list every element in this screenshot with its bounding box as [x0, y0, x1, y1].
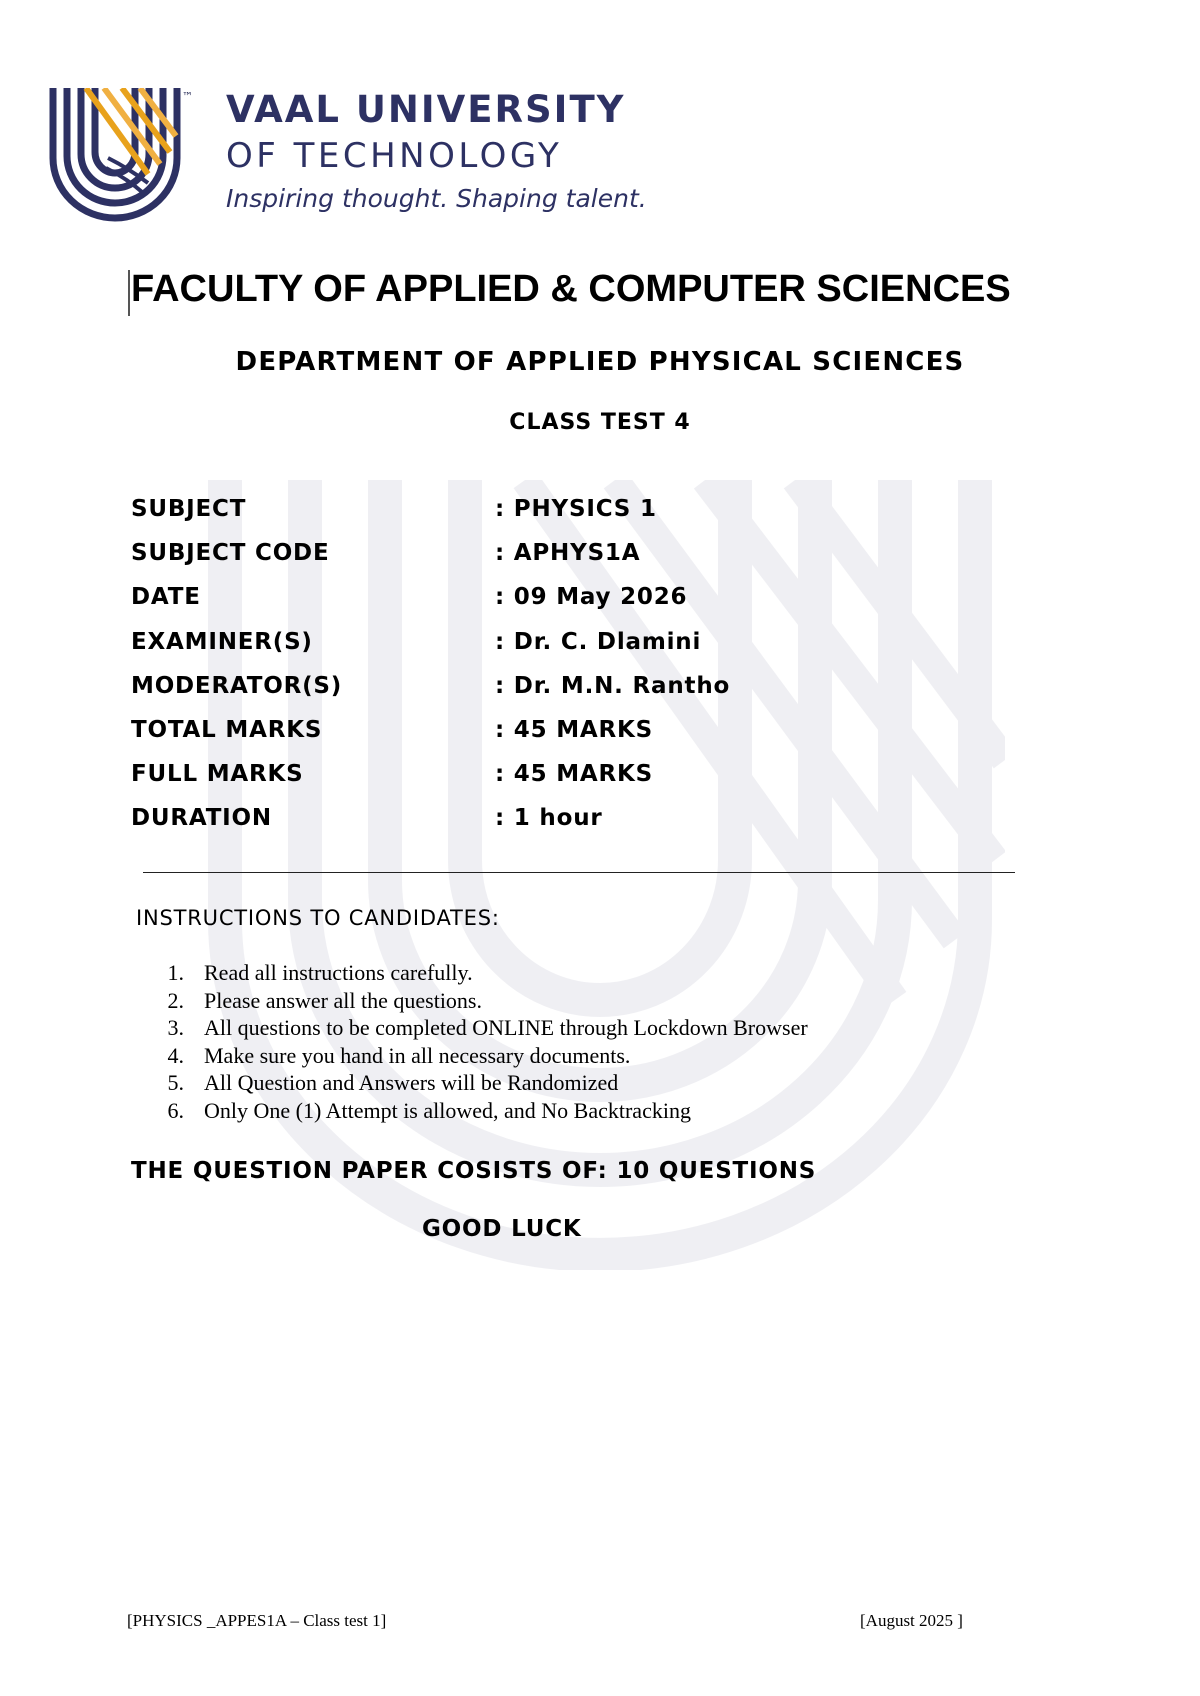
instruction-number: 4. [167, 1042, 184, 1068]
info-value: : 1 hour [495, 805, 603, 832]
info-value: : 09 May 2026 [495, 584, 688, 611]
info-label: TOTAL MARKS [131, 716, 323, 743]
instruction-number: 6. [167, 1097, 184, 1123]
instruction-text: Please answer all the questions. [204, 987, 482, 1013]
university-logo [48, 88, 688, 228]
faculty-title: FACULTY OF APPLIED & COMPUTER SCIENCES [131, 268, 1011, 310]
department-title: DEPARTMENT OF APPLIED PHYSICAL SCIENCES [235, 347, 965, 377]
info-value: : 45 MARKS [495, 761, 654, 788]
logo-tagline: Inspiring thought. Shaping talent. [226, 184, 647, 213]
instructions-heading: INSTRUCTIONS TO CANDIDATES: [136, 906, 500, 930]
test-title: CLASS TEST 4 [509, 410, 691, 435]
logo-name-line1: VAAL UNIVERSITY [226, 88, 626, 131]
info-label: SUBJECT [131, 496, 247, 522]
instruction-number: 3. [167, 1015, 184, 1041]
instruction-text: Read all instructions carefully. [204, 960, 473, 985]
vut-emblem-icon [48, 88, 188, 223]
instruction-number: 1. [167, 960, 184, 985]
instruction-text: Only One (1) Attempt is allowed, and No Backtracking [204, 1097, 691, 1123]
instruction-text: All questions to be completed ONLINE through Lockdown Browser [204, 1015, 808, 1041]
info-value: : PHYSICS 1 [495, 496, 657, 522]
info-value: : Dr. C. Dlamini [495, 628, 702, 655]
question-count-statement: THE QUESTION PAPER COSISTS OF: 10 QUESTIONS [131, 1158, 817, 1184]
info-label: DURATION [131, 805, 272, 832]
trademark-symbol: ™ [182, 90, 193, 103]
section-divider [143, 872, 1015, 873]
info-label: EXAMINER(S) [131, 628, 313, 655]
info-value: : APHYS1A [495, 540, 641, 567]
good-luck-message: GOOD LUCK [422, 1216, 582, 1242]
info-value: : 45 MARKS [495, 716, 654, 743]
info-label: FULL MARKS [131, 761, 304, 788]
footer-left: [PHYSICS _APPES1A – Class test 1] [127, 1611, 387, 1630]
instruction-text: Make sure you hand in all necessary documents. [204, 1042, 631, 1068]
instruction-number: 2. [167, 987, 184, 1013]
instruction-text: All Question and Answers will be Randomized [204, 1070, 619, 1096]
info-value: : Dr. M.N. Rantho [495, 672, 731, 699]
info-label: MODERATOR(S) [131, 672, 343, 699]
logo-name-line2: OF TECHNOLOGY [226, 136, 563, 176]
info-label: DATE [131, 584, 201, 611]
text-cursor [128, 270, 130, 316]
footer-right: [August 2025 ] [860, 1611, 963, 1630]
instruction-number: 5. [167, 1070, 184, 1096]
info-label: SUBJECT CODE [131, 540, 330, 567]
